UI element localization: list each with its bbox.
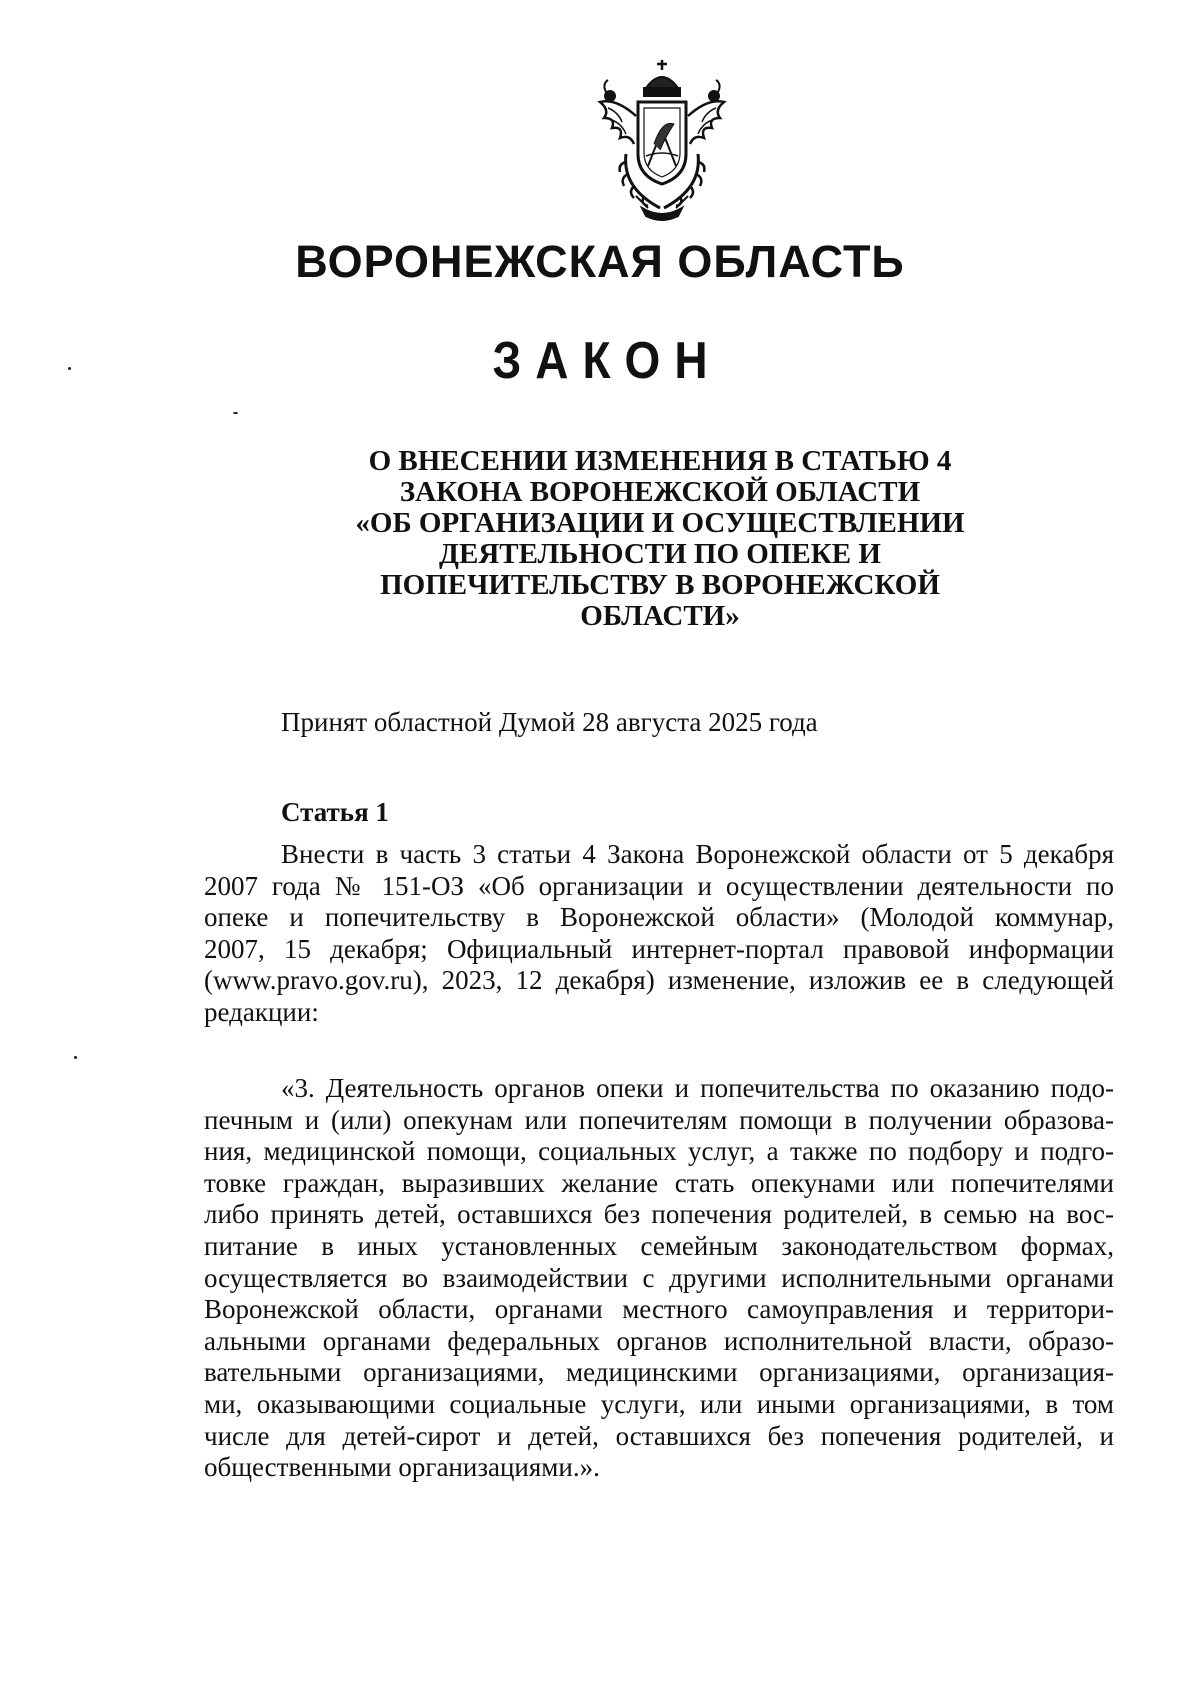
paragraph-line: числе для детей-сирот и детей, оставшихся без попечения родителей, и [204, 1420, 1114, 1451]
paragraph-line: либо принять детей, оставшихся без попечения родителей, в семью на вос- [204, 1199, 1114, 1230]
paragraph-line: Внести в часть 3 статьи 4 Закона Воронежской области от 5 декабря [281, 839, 1114, 869]
paragraph-line: редакции: [204, 996, 319, 1027]
coat-of-arms-icon [582, 58, 742, 223]
paragraph-line: альными органами федеральных органов исполнительной власти, образо- [204, 1325, 1114, 1356]
title-line: О ВНЕСЕНИИ ИЗМЕНЕНИЯ В СТАТЬЮ 4 [368, 445, 952, 477]
paragraph-line: вательными организациями, медицинскими организациями, организация- [204, 1357, 1114, 1388]
article-heading: Статья 1 [281, 797, 389, 827]
title-line: «ОБ ОРГАНИЗАЦИИ И ОСУЩЕСТВЛЕНИИ [355, 507, 965, 539]
article-paragraph-2 [204, 1073, 1114, 1484]
paragraph-line: Воронежской области, органами местного самоуправления и территори- [204, 1294, 1114, 1325]
title-line: ОБЛАСТИ» [580, 600, 740, 632]
paragraph-line: 2007 года № 151-ОЗ «Об организации и осуществлении деятельности по [204, 870, 1114, 901]
scan-speck [233, 412, 238, 414]
paragraph-line: «3. Деятельность органов опеки и попечительства по оказанию подо- [281, 1073, 1114, 1103]
paragraph-line: общественными организациями.». [204, 1452, 600, 1483]
scan-speck [74, 1056, 77, 1059]
title-line: ЗАКОНА ВОРОНЕЖСКОЙ ОБЛАСТИ [399, 476, 921, 508]
paragraph-line: осуществляется во взаимодействии с другими исполнительными органами [204, 1262, 1114, 1293]
paragraph-line: (www.pravo.gov.ru), 2023, 12 декабря) изменение, изложив ее в следующей [204, 965, 1114, 996]
paragraph-line: ми, оказывающими социальные услуги, или иными организациями, в том [204, 1388, 1114, 1419]
paragraph-line: питание в иных установленных семейным законодательством формах, [204, 1230, 1114, 1261]
adoption-note: Принят областной Думой 28 августа 2025 года [281, 707, 818, 737]
scan-speck [68, 367, 71, 370]
paragraph-line: печным и (или) опекунам или попечителям помощи в получении образова- [204, 1104, 1114, 1135]
region-title: ВОРОНЕЖСКАЯ ОБЛАСТЬ [295, 236, 905, 287]
paragraph-line: опеке и попечительству в Воронежской области» (Молодой коммунар, [204, 902, 1114, 933]
paragraph-line: ния, медицинской помощи, социальных услуг, а также по подбору и подго- [204, 1136, 1114, 1167]
paragraph-line: 2007, 15 декабря; Официальный интернет-портал правовой информации [204, 933, 1114, 964]
article-paragraph-1 [204, 839, 1114, 1029]
title-line: ПОПЕЧИТЕЛЬСТВУ В ВОРОНЕЖСКОЙ [380, 569, 940, 601]
law-word: ЗАКОН [492, 330, 722, 390]
document-title [330, 446, 990, 632]
paragraph-line: товке граждан, выразивших желание стать опекунами или попечителями [204, 1167, 1114, 1198]
title-line: ДЕЯТЕЛЬНОСТИ ПО ОПЕКЕ И [439, 538, 881, 570]
